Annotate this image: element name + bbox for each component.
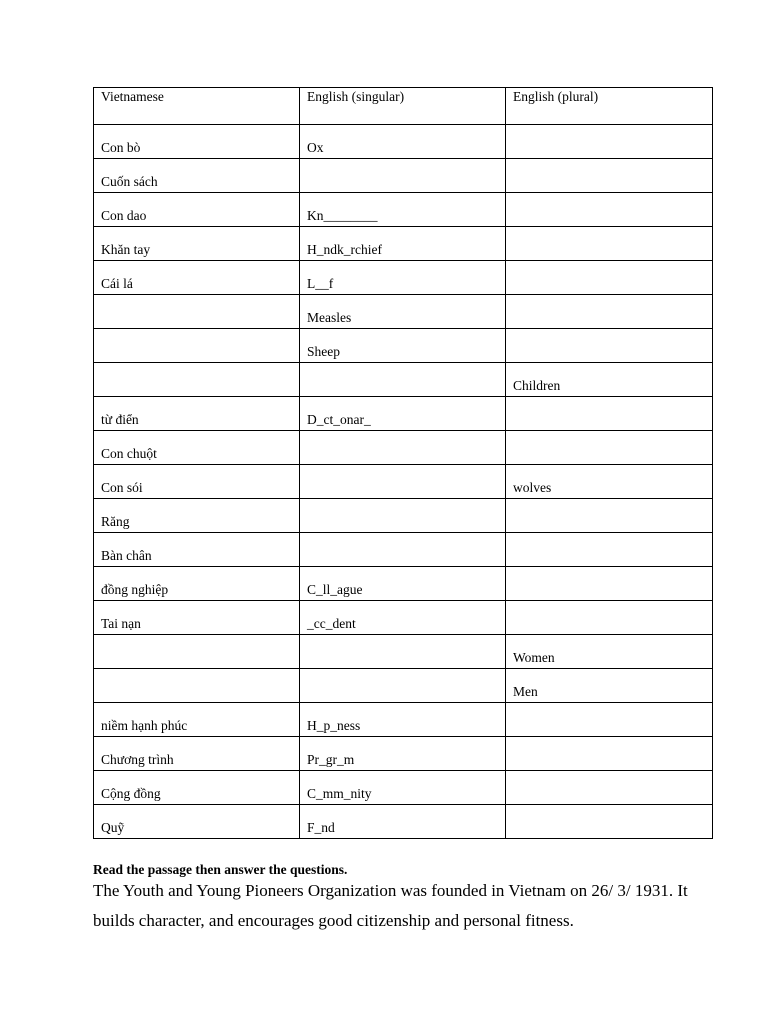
header-vietnamese: Vietnamese [94,88,300,125]
table-row [94,193,713,227]
cell-english-singular [300,363,506,397]
cell-vietnamese: từ điển [94,397,300,431]
table-row [94,159,713,193]
cell-english-singular: Ox [300,125,506,159]
cell-vietnamese: Quỹ [94,805,300,839]
table-row [94,533,713,567]
cell-english-singular [300,669,506,703]
cell-vietnamese: Khăn tay [94,227,300,261]
cell-english-singular: D_ct_onar_ [300,397,506,431]
cell-english-singular: H_p_ness [300,703,506,737]
table-row [94,295,713,329]
cell-english-singular: _cc_dent [300,601,506,635]
cell-english-plural [506,805,713,839]
table-row [94,499,713,533]
table-row [94,567,713,601]
vocabulary-table [93,87,713,839]
table-row [94,669,713,703]
cell-vietnamese [94,635,300,669]
cell-vietnamese: Cộng đồng [94,771,300,805]
cell-english-plural [506,159,713,193]
table-row [94,771,713,805]
vocabulary-table-body [94,88,713,839]
cell-vietnamese: Bàn chân [94,533,300,567]
cell-vietnamese [94,669,300,703]
table-row [94,465,713,499]
cell-english-singular: Sheep [300,329,506,363]
instruction-text: Read the passage then answer the questions. [93,862,348,877]
cell-english-plural [506,193,713,227]
table-row [94,261,713,295]
table-row [94,125,713,159]
cell-vietnamese: Con dao [94,193,300,227]
cell-english-plural: Women [506,635,713,669]
cell-english-plural [506,125,713,159]
cell-english-plural [506,227,713,261]
cell-english-singular: Measles [300,295,506,329]
cell-vietnamese: Cuốn sách [94,159,300,193]
cell-english-plural [506,295,713,329]
table-row [94,601,713,635]
table-header-row [94,88,713,125]
cell-vietnamese: đồng nghiệp [94,567,300,601]
cell-english-plural [506,329,713,363]
cell-vietnamese: Răng [94,499,300,533]
table-row [94,397,713,431]
cell-english-singular [300,431,506,465]
cell-vietnamese: Cái lá [94,261,300,295]
cell-english-plural [506,397,713,431]
cell-english-singular [300,465,506,499]
cell-english-plural [506,499,713,533]
cell-english-plural: Men [506,669,713,703]
table-row [94,805,713,839]
table-row [94,635,713,669]
cell-english-plural [506,601,713,635]
cell-english-plural: wolves [506,465,713,499]
cell-english-plural [506,431,713,465]
cell-vietnamese: Con sói [94,465,300,499]
table-row [94,703,713,737]
cell-english-plural [506,703,713,737]
table-row [94,329,713,363]
cell-vietnamese [94,363,300,397]
table-row [94,363,713,397]
cell-english-singular [300,159,506,193]
table-row [94,737,713,771]
cell-english-singular: Kn________ [300,193,506,227]
cell-vietnamese: niềm hạnh phúc [94,703,300,737]
cell-vietnamese [94,295,300,329]
cell-vietnamese: Tai nạn [94,601,300,635]
cell-vietnamese: Chương trình [94,737,300,771]
cell-english-singular [300,499,506,533]
cell-vietnamese [94,329,300,363]
cell-english-plural [506,737,713,771]
table-row [94,431,713,465]
cell-english-singular [300,533,506,567]
cell-english-plural [506,533,713,567]
cell-english-plural [506,567,713,601]
reading-passage: The Youth and Young Pioneers Organization was founded in Vietnam on 26/ 3/ 1931. It builds character, and encourages good citizenship and personal fitness. [93,881,688,930]
cell-english-singular: L__f [300,261,506,295]
cell-english-plural [506,771,713,805]
cell-english-singular: F_nd [300,805,506,839]
cell-english-plural: Children [506,363,713,397]
cell-english-singular: C_mm_nity [300,771,506,805]
cell-english-singular: Pr_gr_m [300,737,506,771]
cell-english-singular [300,635,506,669]
header-english-plural: English (plural) [506,88,713,125]
table-row [94,227,713,261]
header-english-singular: English (singular) [300,88,506,125]
cell-english-plural [506,261,713,295]
cell-vietnamese: Con chuột [94,431,300,465]
cell-english-singular: H_ndk_rchief [300,227,506,261]
cell-vietnamese: Con bò [94,125,300,159]
cell-english-singular: C_ll_ague [300,567,506,601]
